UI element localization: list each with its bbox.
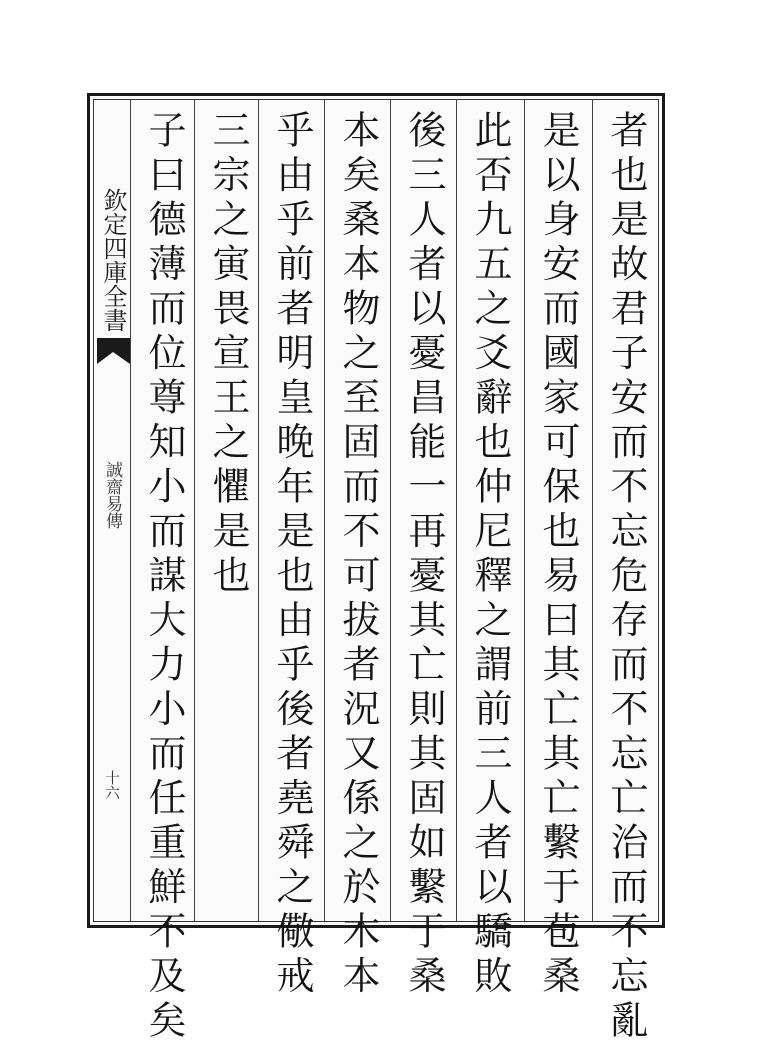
text-column-4: 後三人者以憂昌能一再憂其亡則其固如繫于桑	[402, 110, 446, 1000]
column-rule	[390, 100, 391, 921]
text-column-2: 是以身安而國家可保也易曰其亡其亡繫于苞桑	[536, 110, 580, 1000]
page-frame	[87, 93, 665, 1045]
column-rule	[324, 100, 325, 921]
margin-book-title: 欽定四庫全書	[99, 188, 127, 332]
text-column-5: 本矣桑本物之至固而不可拔者況又係之於木本	[336, 110, 380, 1000]
page-inner-border	[93, 99, 659, 1045]
text-column-8: 子曰德薄而位尊知小而謀大力小而任重鮮不及矣	[142, 110, 186, 1045]
column-rule	[592, 100, 593, 921]
fishtail-ornament	[97, 338, 130, 364]
text-column-3: 此否九五之爻辭也仲尼釋之謂前三人者以驕敗	[468, 110, 512, 1000]
column-rule	[130, 100, 131, 921]
text-column-7: 三宗之寅畏宣王之懼是也	[206, 110, 250, 600]
column-rule	[456, 100, 457, 921]
text-column-6: 乎由乎前者明皇晚年是也由乎後者堯舜之儆戒	[270, 110, 314, 1000]
margin-page-number: 十六	[103, 770, 121, 800]
margin-section-title: 誠齋易傳	[102, 461, 122, 529]
text-column-1: 者也是故君子安而不忘危存而不忘亡治而不忘亂	[604, 110, 648, 1045]
column-rule	[524, 100, 525, 921]
